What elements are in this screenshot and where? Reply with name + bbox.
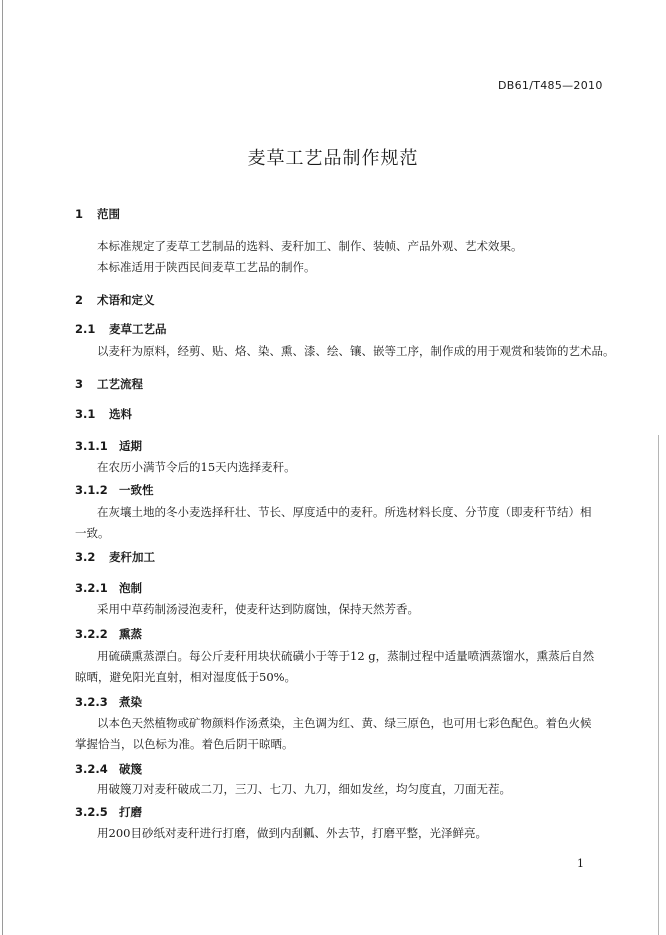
section-title: 适期 xyxy=(119,439,143,453)
paragraph: 以本色天然植物或矿物颜料作汤煮染，主色调为红、黄、绿三原色，也可用七彩色配色。着色火候 xyxy=(97,716,592,730)
paragraph: 本标准规定了麦草工艺制品的选料、麦秆加工、制作、装帧、产品外观、艺术效果。 xyxy=(97,239,523,253)
section-heading-3-2 xyxy=(75,549,155,565)
section-heading-2-1 xyxy=(75,321,167,337)
section-title: 工艺流程 xyxy=(97,377,144,391)
section-number: 3.1.1 xyxy=(75,439,108,453)
paragraph: 用200目砂纸对麦秆进行打磨，做到内刮瓤、外去节，打磨平整，光泽鲜亮。 xyxy=(97,826,487,840)
section-number: 2.1 xyxy=(75,322,96,336)
section-title: 术语和定义 xyxy=(97,293,155,307)
section-number: 2 xyxy=(75,293,84,307)
section-title: 泡制 xyxy=(119,581,143,595)
document-number: DB61/T485—2010 xyxy=(498,79,603,92)
section-number: 3.2.4 xyxy=(75,762,108,776)
section-title: 煮染 xyxy=(119,695,143,709)
section-heading-3-2-2 xyxy=(75,626,142,642)
section-number: 3.2.5 xyxy=(75,805,108,819)
paragraph: 本标准适用于陕西民间麦草工艺品的制作。 xyxy=(97,260,316,274)
section-heading-3-2-4 xyxy=(75,761,142,777)
paragraph: 用硫磺熏蒸漂白。每公斤麦秆用块状硫磺小于等于12 g，蒸制过程中适量喷洒蒸馏水，熏蒸后自然 xyxy=(97,649,595,663)
section-heading-3-1 xyxy=(75,406,132,422)
scan-edge-right xyxy=(658,435,659,935)
section-number: 3.1 xyxy=(75,407,96,421)
paragraph: 用破篾刀对麦秆破成二刀，三刀、七刀、九刀，细如发丝，均匀度直，刀面无茬。 xyxy=(97,782,511,796)
section-number: 1 xyxy=(75,207,84,221)
section-heading-3-2-3 xyxy=(75,694,142,710)
section-heading-3-1-1 xyxy=(75,438,142,454)
section-heading-3-2-5 xyxy=(75,804,142,820)
section-heading-2 xyxy=(75,292,155,308)
paragraph: 在农历小满节令后的15天内选择麦秆。 xyxy=(97,460,296,474)
section-title: 选料 xyxy=(109,407,133,421)
section-number: 3.2 xyxy=(75,550,96,564)
section-title: 熏蒸 xyxy=(119,627,143,641)
section-title: 麦草工艺品 xyxy=(109,322,167,336)
section-title: 打磨 xyxy=(119,805,143,819)
section-number: 3 xyxy=(75,377,84,391)
section-number: 3.2.3 xyxy=(75,695,108,709)
scan-edge-left xyxy=(2,0,3,935)
section-title: 破篾 xyxy=(119,762,143,776)
paragraph: 采用中草药制汤浸泡麦秆，使麦秆达到防腐蚀，保持天然芳香。 xyxy=(97,602,419,616)
document-title: 麦草工艺品制作规范 xyxy=(247,148,419,169)
paragraph-continued: 晾晒，避免阳光直射，相对湿度低于50%。 xyxy=(75,670,297,684)
section-heading-3-2-1 xyxy=(75,580,142,596)
paragraph: 以麦秆为原料，经剪、贴、烙、染、熏、漆、绘、镶、嵌等工序，制作成的用于观赏和装饰的艺术品。 xyxy=(97,344,615,358)
section-number: 3.2.2 xyxy=(75,627,108,641)
section-number: 3.1.2 xyxy=(75,483,108,497)
paragraph-continued: 一致。 xyxy=(75,526,110,540)
section-title: 麦秆加工 xyxy=(109,550,156,564)
section-heading-3-1-2 xyxy=(75,482,154,498)
paragraph-continued: 掌握恰当，以色标为准。着色后阴干晾晒。 xyxy=(75,737,294,751)
section-heading-1 xyxy=(75,206,120,222)
section-title: 范围 xyxy=(97,207,121,221)
section-heading-3 xyxy=(75,376,143,392)
paragraph: 在灰壤土地的冬小麦选择秆壮、节长、厚度适中的麦秆。所选材料长度、分节度（即麦秆节结）相 xyxy=(97,505,592,519)
section-number: 3.2.1 xyxy=(75,581,108,595)
section-title: 一致性 xyxy=(119,483,154,497)
page-number: 1 xyxy=(577,857,584,870)
